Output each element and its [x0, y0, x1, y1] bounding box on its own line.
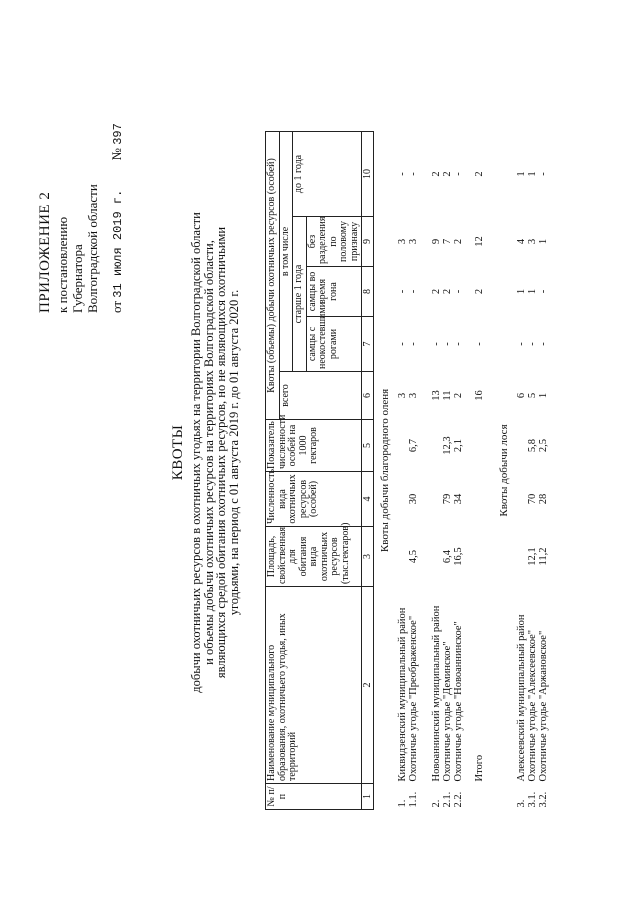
- total-all: 16: [474, 390, 485, 401]
- row-rut: - -: [397, 289, 419, 294]
- decree-line-3: Волгоградской области: [85, 184, 100, 313]
- quota-table: [265, 131, 549, 810]
- row-num: 2. 2.1. 2.2.: [431, 791, 464, 808]
- appendix-title: ПРИЛОЖЕНИЕ 2: [37, 191, 53, 313]
- section-title-row: [374, 131, 398, 809]
- total-nosex: 12: [474, 236, 485, 247]
- total-row: [464, 131, 485, 809]
- row-area: 12,1 11,2: [527, 547, 549, 566]
- document-subtitle: добычи охотничьих ресурсов в охотничьих угодьях на территории Волгоградской области и объемы добычи охотничьих ресурсов на территориях Волгоградской области, являющихся средой обитания охотничьих ресурсов, но не являющихся охотничьими угодьями, на период с 01 августа 2019 г. до 01 августа 2020 г.: [189, 212, 241, 693]
- row-nosex: 3 3: [397, 238, 419, 245]
- table-row: [397, 131, 419, 809]
- row-spacer: [419, 131, 431, 809]
- header-quotas: Квоты (объемы) добычи охотничьих ресурсов (особей): [266, 131, 280, 419]
- row-num: 1. 1.1.: [397, 791, 419, 808]
- row-nosex: 4 3 1: [516, 238, 549, 245]
- row-rut: 1 1 -: [516, 288, 549, 295]
- decree-date-line: [109, 83, 126, 313]
- row-name: Новоаннинский муниципальный район Охотничье угодье "Деминское" Охотничье угодье "Новоаннинское": [431, 605, 464, 782]
- col-number: 4: [362, 472, 374, 527]
- col-number: 3: [362, 527, 374, 587]
- header-total: всего: [279, 372, 362, 420]
- section-title-red-deer: Квоты добычи благородного оленя: [379, 388, 391, 553]
- row-count: 70 28: [527, 493, 549, 505]
- header-area: Площадь, свойственная для обитания вида охотничьих ресурсов (тыс.гектаров): [266, 527, 362, 587]
- header-older-1: старше 1 года: [293, 217, 307, 372]
- row-nosex: 9 7 2: [431, 238, 464, 245]
- col-number: 8: [362, 267, 374, 317]
- row-name: Алексеевский муниципальный район Охотничье угодье "Алексеевское" Охотничье угодье "Аржановское": [516, 614, 549, 782]
- row-under: 1 1 -: [516, 171, 549, 177]
- total-rut: 2: [474, 288, 485, 295]
- total-label: Итого: [474, 754, 485, 782]
- row-total: 3 3: [397, 392, 419, 399]
- header-males: самцы с неокостевшими рогами: [306, 317, 362, 372]
- row-num: 3. 3.1. 3.2.: [516, 791, 549, 808]
- col-number: 2: [362, 587, 374, 784]
- table-row: [431, 131, 464, 809]
- number-sign: №: [109, 148, 124, 161]
- row-area: 4,5: [408, 549, 419, 564]
- col-number: 7: [362, 317, 374, 372]
- header-in-that: в том числе: [279, 131, 293, 371]
- column-number-row: [362, 131, 374, 809]
- header-males-rut: самцы во время гона: [306, 267, 362, 317]
- decree-line-1: к постановлению: [55, 216, 70, 313]
- col-number: 9: [362, 217, 374, 267]
- total-under: 2: [474, 171, 485, 177]
- document-title: КВОТЫ: [170, 424, 186, 481]
- row-area: 6,4 16,5: [442, 547, 464, 566]
- row-density: 5,8 2,5: [527, 438, 549, 453]
- row-total: 6 5 1: [516, 392, 549, 399]
- date-prefix: от: [109, 300, 124, 313]
- row-density: 6,7: [408, 438, 419, 453]
- decree-date: 31 июля 2019 г.: [111, 189, 125, 298]
- row-males: - -: [397, 342, 419, 346]
- col-number: 10: [362, 131, 374, 216]
- row-rut: 2 2 -: [431, 288, 464, 295]
- row-total: 13 11 2: [431, 390, 464, 401]
- header-count: Численность вида охотничьих ресурсов (особей): [266, 472, 362, 527]
- row-under: - -: [397, 172, 419, 176]
- col-number: 5: [362, 420, 374, 472]
- decree-number: [109, 123, 126, 160]
- header-num: № п/п: [266, 784, 362, 810]
- number-value: 397: [111, 123, 125, 145]
- row-males: - - -: [516, 342, 549, 346]
- header-under-1: до 1 года: [293, 131, 362, 216]
- header-name: Наименование муниципального образования, охотничьего угодья, иных территорий: [266, 587, 362, 784]
- decree-line-2: Губернатора: [70, 244, 85, 313]
- section-title-row: [485, 131, 516, 809]
- section-title-elk: Квоты добычи лося: [498, 424, 510, 517]
- row-count: 79 34: [442, 493, 464, 505]
- row-males: - - -: [431, 342, 464, 346]
- header-nosex: без разделения по половому признаку: [306, 217, 362, 267]
- col-number: 6: [362, 372, 374, 420]
- col-number: 1: [362, 784, 374, 810]
- row-density: 12,3 2,1: [442, 436, 464, 455]
- total-males: -: [474, 342, 485, 346]
- row-count: 30: [408, 493, 419, 505]
- row-name: Киквидзенский муниципальный район Охотничье угодье "Преображенское": [397, 607, 419, 782]
- row-under: 2 2 -: [431, 171, 464, 177]
- header-density: Показатель численности особей на 1000 гектаров: [266, 420, 362, 472]
- table-row: [516, 131, 549, 809]
- appendix-header: [38, 83, 126, 313]
